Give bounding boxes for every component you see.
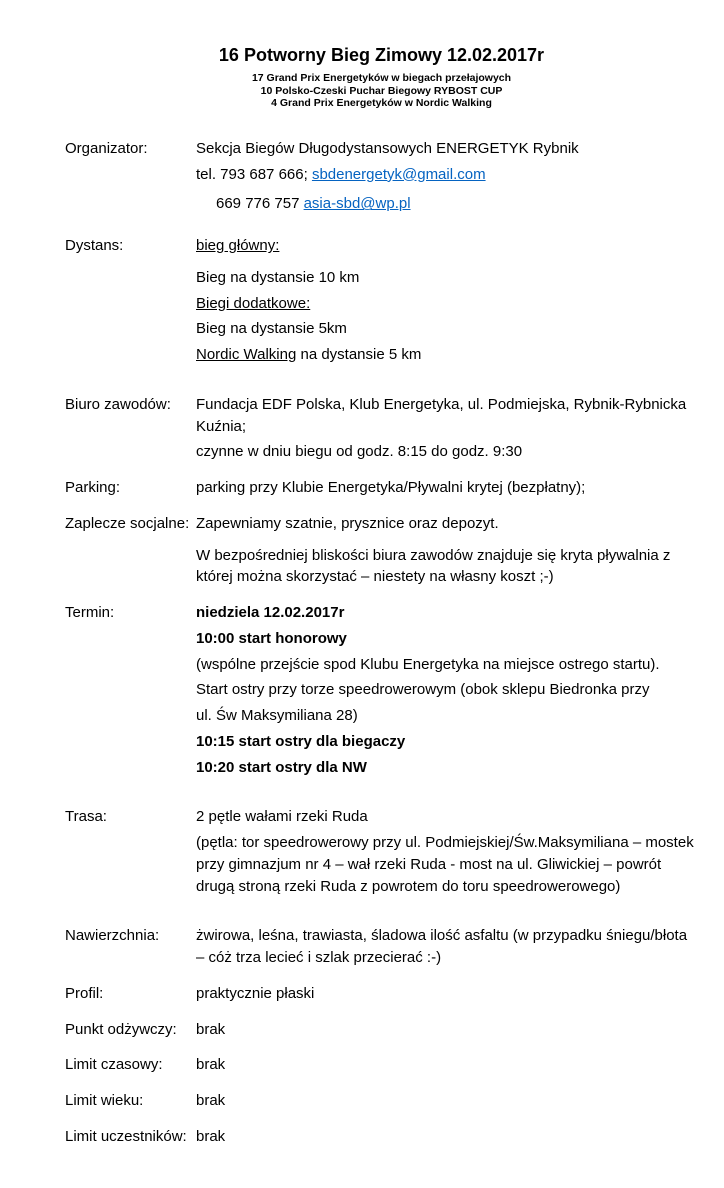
content-limit-wieku bbox=[196, 1090, 698, 1112]
zaplecze-info-2: W bezpośredniej bliskości biura zawodów znajduje się kryta pływalnia z której można skorzystać – niestety na własny koszt ;-) bbox=[196, 546, 671, 586]
dystans-nordic-walking bbox=[196, 344, 698, 366]
dystans-main-distance: Bieg na dystansie 10 km bbox=[196, 268, 360, 286]
label-nawierzchnia: Nawierzchnia: bbox=[65, 927, 160, 945]
subtitle-line-2: 10 Polsko-Czeski Puchar Biegowy RYBOST CUP bbox=[260, 84, 503, 97]
content-profil bbox=[196, 983, 698, 1005]
label-limit-wieku: Limit wieku: bbox=[65, 1092, 144, 1110]
row-organizator bbox=[65, 138, 698, 215]
organizator-contact-2 bbox=[196, 193, 698, 215]
row-nawierzchnia bbox=[65, 925, 698, 969]
termin-start-biegacze: 10:15 start ostry dla biegaczy bbox=[196, 732, 406, 750]
document-header bbox=[65, 42, 698, 110]
termin-date: niedziela 12.02.2017r bbox=[196, 604, 345, 622]
zaplecze-info-1: Zapewniamy szatnie, prysznice oraz depozyt. bbox=[196, 514, 499, 532]
row-profil bbox=[65, 983, 698, 1005]
row-punkt-odzywczy bbox=[65, 1019, 698, 1041]
label-termin: Termin: bbox=[65, 604, 115, 622]
biuro-address: Fundacja EDF Polska, Klub Energetyka, ul. Podmiejska, Rybnik-Rybnicka Kuźnia; bbox=[196, 395, 687, 435]
limit-czasowy-value: brak bbox=[196, 1056, 226, 1074]
limit-wieku-value: brak bbox=[196, 1092, 226, 1110]
punkt-odzywczy-value: brak bbox=[196, 1020, 226, 1038]
content-organizator bbox=[196, 138, 698, 215]
profil-value: praktycznie płaski bbox=[196, 984, 315, 1002]
phone-2: 669 776 757 bbox=[216, 195, 304, 213]
biuro-hours: czynne w dniu biegu od godz. 8:15 do godz. 9:30 bbox=[196, 443, 523, 461]
dystans-heading-additional: Biegi dodatkowe: bbox=[196, 294, 311, 312]
content-limit-uczestnikow bbox=[196, 1126, 698, 1148]
row-termin bbox=[65, 602, 698, 778]
page-title: 16 Potworny Bieg Zimowy 12.02.2017r bbox=[218, 45, 545, 65]
email-link-asia-sbd[interactable]: asia-sbd@wp.pl bbox=[303, 195, 411, 213]
label-parking: Parking: bbox=[65, 479, 121, 497]
label-limit-czasowy: Limit czasowy: bbox=[65, 1056, 163, 1074]
label-biuro-zawodow: Biuro zawodów: bbox=[65, 395, 171, 413]
termin-note-1: (wspólne przejście spod Klubu Energetyka na miejsce ostrego startu). bbox=[196, 655, 660, 673]
row-dystans bbox=[65, 235, 698, 366]
dystans-additional-distance: Bieg na dystansie 5km bbox=[196, 320, 347, 338]
row-biuro-zawodow bbox=[65, 394, 698, 463]
content-nawierzchnia bbox=[196, 925, 698, 969]
row-zaplecze-socjalne bbox=[65, 513, 698, 588]
dystans-heading-main: bieg główny: bbox=[196, 237, 280, 255]
label-zaplecze-socjalne: Zaplecze socjalne: bbox=[65, 514, 190, 532]
label-organizator: Organizator: bbox=[65, 139, 148, 157]
email-link-sbdenergetyk[interactable]: sbdenergetyk@gmail.com bbox=[311, 165, 486, 183]
content-dystans bbox=[196, 235, 698, 366]
content-zaplecze-socjalne bbox=[196, 513, 698, 588]
termin-start-honorowy: 10:00 start honorowy bbox=[196, 629, 347, 647]
label-profil: Profil: bbox=[65, 984, 104, 1002]
content-parking bbox=[196, 477, 698, 499]
nawierzchnia-info: żwirowa, leśna, trawiasta, śladowa ilość asfaltu (w przypadku śniegu/błota – cóż trza lecieć i szlak przecierać :-) bbox=[196, 927, 688, 967]
row-limit-uczestnikow bbox=[65, 1126, 698, 1148]
content-termin bbox=[196, 602, 698, 778]
content-trasa bbox=[196, 806, 698, 897]
parking-info: parking przy Klubie Energetyka/Pływalni krytej (bezpłatny); bbox=[196, 479, 586, 497]
content-limit-czasowy bbox=[196, 1054, 698, 1076]
label-trasa: Trasa: bbox=[65, 808, 107, 826]
label-punkt-odzywczy: Punkt odżywczy: bbox=[65, 1020, 177, 1038]
content-biuro-zawodow bbox=[196, 394, 698, 463]
termin-note-2: Start ostry przy torze speedrowerowym (obok sklepu Biedronka przy bbox=[196, 681, 650, 699]
row-parking bbox=[65, 477, 698, 499]
trasa-summary: 2 pętle wałami rzeki Ruda bbox=[196, 808, 368, 826]
label-dystans: Dystans: bbox=[65, 237, 124, 255]
organizator-name: Sekcja Biegów Długodystansowych ENERGETYK Rybnik bbox=[196, 139, 579, 157]
termin-start-nw: 10:20 start ostry dla NW bbox=[196, 758, 367, 776]
subtitle-line-1: 17 Grand Prix Energetyków w biegach przełajowych bbox=[251, 72, 512, 85]
limit-uczestnikow-value: brak bbox=[196, 1127, 226, 1145]
organizator-contact-1 bbox=[196, 164, 698, 186]
row-limit-wieku bbox=[65, 1090, 698, 1112]
subtitle-line-3: 4 Grand Prix Energetyków w Nordic Walking bbox=[271, 97, 492, 110]
row-trasa bbox=[65, 806, 698, 897]
nordic-walking-underlined: Nordic Walking bbox=[196, 346, 297, 364]
termin-note-3: ul. Św Maksymiliana 28) bbox=[196, 707, 358, 725]
nordic-walking-rest: na dystansie 5 km bbox=[296, 346, 422, 364]
phone-1: tel. 793 687 666; bbox=[196, 165, 312, 183]
trasa-details: (pętla: tor speedrowerowy przy ul. Podmiejskiej/Św.Maksymiliana – mostek przy gimnazjum nr 4 – wał rzeki Ruda - most na ul. Gliwickiej – powrót drugą stroną rzeki Ruda z powrotem do toru speedrowerowego) bbox=[196, 834, 694, 895]
row-limit-czasowy bbox=[65, 1054, 698, 1076]
content-punkt-odzywczy bbox=[196, 1019, 698, 1041]
label-limit-uczestnikow: Limit uczestników: bbox=[65, 1127, 187, 1145]
